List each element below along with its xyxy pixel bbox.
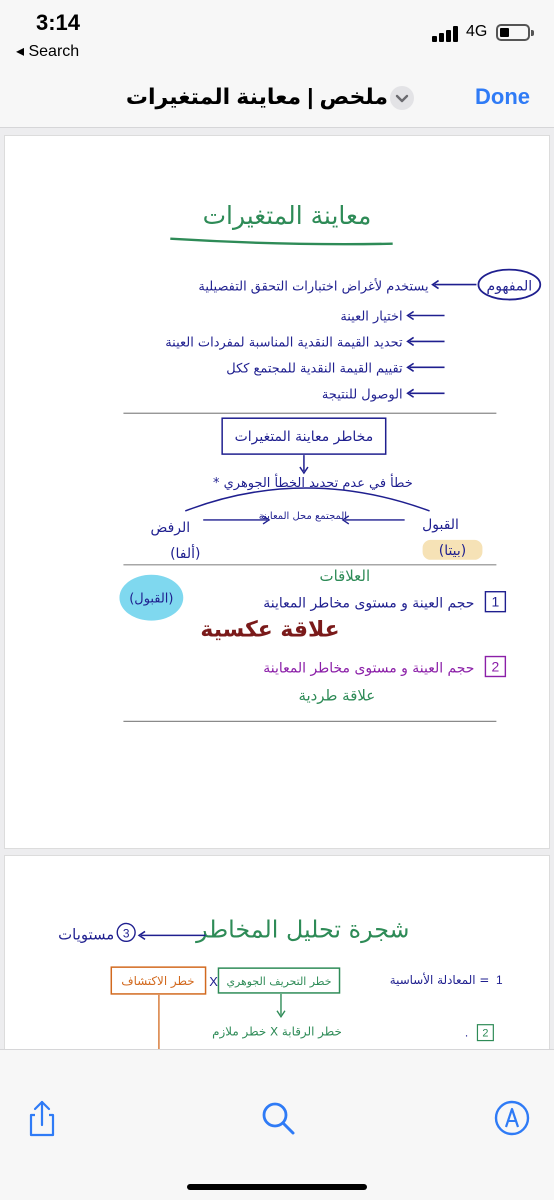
alpha-label: (ألفا) bbox=[170, 545, 201, 562]
status-bar bbox=[0, 0, 554, 68]
multiply-sign: X bbox=[209, 973, 218, 989]
concept-label: المفهوم bbox=[486, 278, 533, 295]
title-menu-button[interactable] bbox=[390, 86, 414, 110]
search-icon bbox=[258, 1098, 298, 1138]
share-icon bbox=[22, 1098, 62, 1138]
signal-icon bbox=[432, 26, 460, 42]
inherent-risk-box: خطر التحريف الجوهري bbox=[226, 975, 332, 988]
rel1-inverse: علاقة عكسية bbox=[200, 617, 340, 643]
document-page-2 bbox=[4, 855, 550, 1049]
sub-equation: خطر ملازم X خطر الرقابة bbox=[212, 1024, 342, 1039]
navigation-bar bbox=[0, 68, 554, 128]
detection-risk-box: خطر الاكتشاف bbox=[121, 974, 195, 988]
reject-label: الرفض bbox=[150, 519, 191, 536]
bottom-toolbar bbox=[0, 1049, 554, 1200]
page-1-notes bbox=[5, 136, 551, 848]
svg-text:.: . bbox=[464, 1025, 469, 1040]
chevron-down-icon bbox=[390, 86, 414, 110]
rel1-number: 1 bbox=[491, 593, 500, 610]
share-button[interactable] bbox=[22, 1098, 62, 1138]
rel2-number: 2 bbox=[491, 658, 500, 675]
network-type: 4G bbox=[466, 23, 488, 40]
risk-box-label: مخاطر معاينة المتغيرات bbox=[234, 429, 374, 446]
accept-label: القبول bbox=[422, 516, 459, 533]
document-viewer[interactable] bbox=[0, 128, 554, 1049]
done-button[interactable]: Done bbox=[475, 84, 530, 109]
concept-line-5: الوصول للنتيجة bbox=[321, 387, 403, 403]
equation-number: 1 bbox=[495, 973, 503, 988]
concept-line-4: تقييم القيمة النقدية للمجتمع ككل bbox=[226, 361, 403, 377]
markup-pen-icon bbox=[492, 1098, 532, 1138]
sub-number: 2 bbox=[482, 1027, 489, 1040]
document-page-1 bbox=[4, 135, 550, 849]
risk-star-note: * خطأ في عدم تحديد الخطأ الجوهري bbox=[213, 476, 413, 492]
document-title[interactable]: ملخص | معاينة المتغيرات bbox=[125, 84, 388, 109]
page-2-notes bbox=[5, 856, 551, 1049]
relations-label: العلاقات bbox=[319, 566, 371, 585]
battery-icon bbox=[496, 24, 530, 41]
status-time: 3:14 bbox=[36, 10, 81, 35]
concept-line-3: تحديد القيمة النقدية المناسبة لمفردات العينة bbox=[165, 335, 403, 351]
beta-label: (بيتا) bbox=[438, 542, 467, 559]
rel2-direct: علاقة طردية bbox=[298, 686, 376, 705]
page2-heading: شجرة تحليل المخاطر bbox=[196, 915, 410, 944]
population-label: المجتمع محل المعاينة bbox=[258, 510, 348, 522]
equation-label: المعادلة الأساسية = bbox=[389, 973, 490, 988]
concept-line-1: يستخدم لأغراض اختبارات التحقق التفصيلية bbox=[198, 279, 429, 295]
levels-label: مستويات bbox=[58, 925, 115, 944]
rel2-text: حجم العينة و مستوى مخاطر المعاينة bbox=[263, 660, 475, 677]
levels-number: 3 bbox=[122, 926, 130, 941]
concept-line-2: اختيار العينة bbox=[340, 309, 403, 325]
home-indicator[interactable] bbox=[187, 1184, 367, 1190]
back-to-search-link[interactable]: ◂ Search bbox=[16, 43, 80, 60]
page1-heading: معاينة المتغيرات bbox=[202, 200, 372, 230]
search-button[interactable] bbox=[258, 1098, 298, 1138]
markup-button[interactable] bbox=[492, 1098, 532, 1138]
rel1-text: حجم العينة و مستوى مخاطر المعاينة bbox=[263, 595, 475, 612]
rel1-accept-tag: (القبول) bbox=[129, 591, 174, 607]
